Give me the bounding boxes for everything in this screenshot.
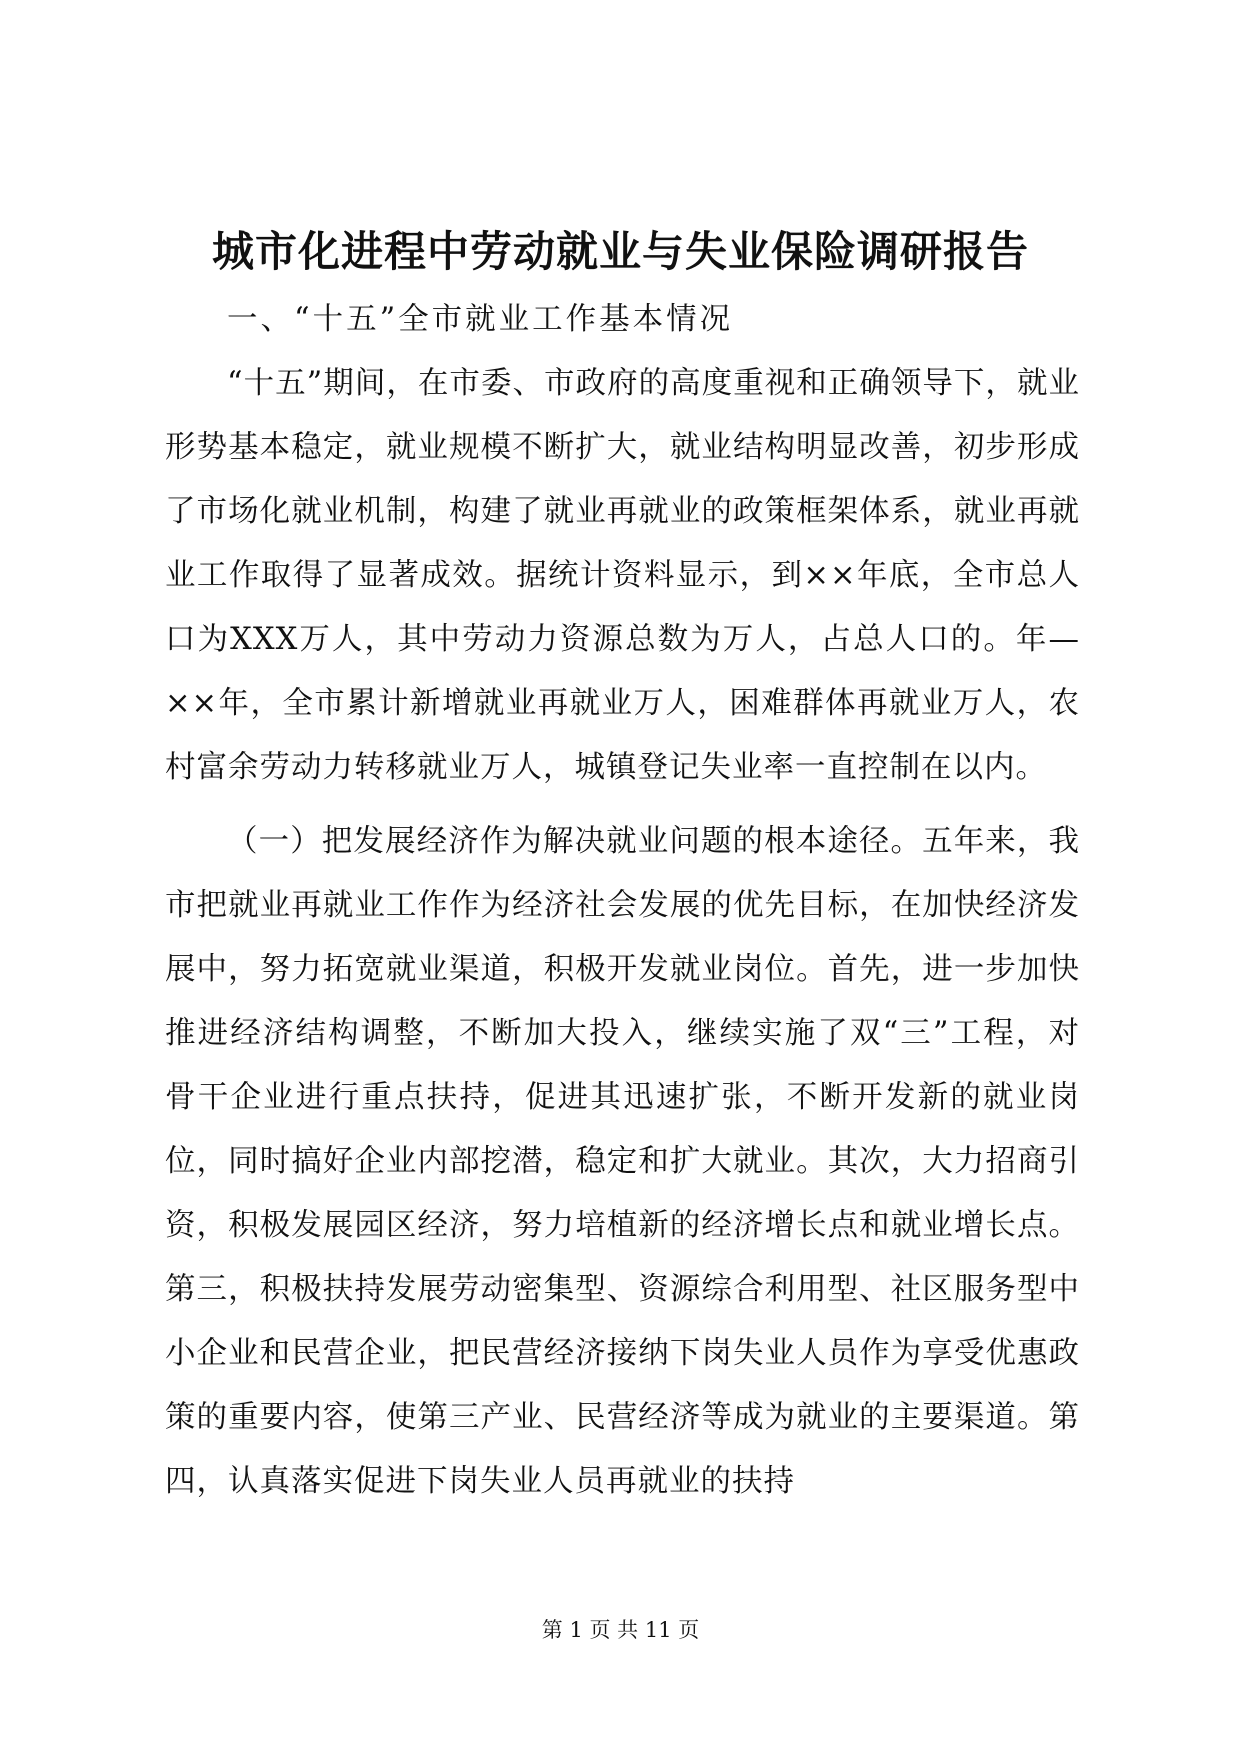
document-body xyxy=(165,288,1080,1514)
document-title: 城市化进程中劳动就业与失业保险调研报告 xyxy=(211,227,1029,276)
paragraph-economic-development: （一）把发展经济作为解决就业问题的根本途径。五年来，我市把就业再就业工作作为经济社会发展的优先目标，在加快经济发展中，努力拓宽就业渠道，积极开发就业岗位。首先，进一步加快推进经济结构调整，不断加大投入，继续实施了双“三”工程，对骨干企业进行重点扶持，促进其迅速扩张，不断开发新的就业岗位，同时搞好企业内部挖潜，稳定和扩大就业。其次，大力招商引资，积极发展园区经济，努力培植新的经济增长点和就业增长点。第三，积极扶持发展劳动密集型、资源综合利用型、社区服务型中小企业和民营企业，把民营经济接纳下岗失业人员作为享受优惠政策的重要内容，使第三产业、民营经济等成为就业的主要渠道。第四，认真落实促进下岗失业人员再就业的扶持 xyxy=(165,824,1080,1499)
paragraph-overview: “十五”期间，在市委、市政府的高度重视和正确领导下，就业形势基本稳定，就业规模不断扩大，就业结构明显改善，初步形成了市场化就业机制，构建了就业再就业的政策框架体系，就业再就业工作取得了显著成效。据统计资料显示，到××年底，全市总人口为XXX万人，其中劳动力资源总数为万人，占总人口的。年—××年，全市累计新增就业再就业万人，困难群体再就业万人，农村富余劳动力转移就业万人，城镇登记失业率一直控制在以内。 xyxy=(165,366,1080,785)
section-heading: 一、“十五”全市就业工作基本情况 xyxy=(227,302,734,337)
page-footer: 第 1 页 共 11 页 xyxy=(541,1618,700,1642)
